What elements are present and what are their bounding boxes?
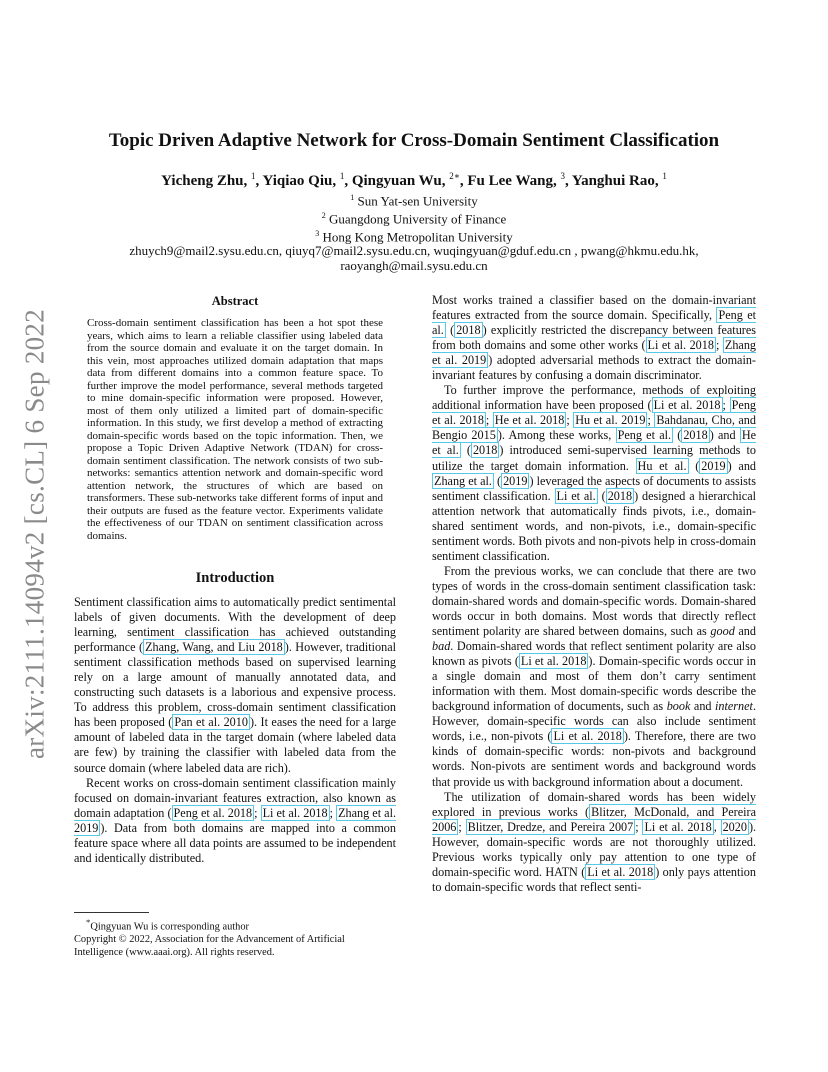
text-run: ). It eases the need for a large amount of labeled data in the target domain (where labeled data are few) by training the classifier with labeled data from the source domain (where labeled data are rich).	[74, 715, 396, 775]
text-run: (	[673, 428, 682, 443]
text-run: ). Therefore, there are two kinds of domain-specific words: non-pivots and background words. Non-pivots are sentiment words and background words that provide us with background information about a document.	[432, 729, 757, 789]
text-run: ) only pays attention to domain-specific words that reflect senti-	[432, 864, 756, 894]
citation-link[interactable]: Peng et al. 2018	[173, 805, 253, 820]
citation-link[interactable]: Li et al. 2018	[644, 819, 712, 834]
citation-link[interactable]: Zhang et al.	[434, 473, 492, 488]
author-mark: 1	[251, 171, 256, 181]
author-mark: 2∗	[449, 171, 460, 181]
citation-link[interactable]: 2018	[456, 323, 481, 338]
author-mark: 3	[560, 171, 565, 181]
citation-link[interactable]: He et al.	[432, 428, 757, 458]
intro-paragraph-2	[74, 776, 396, 866]
author-list	[80, 166, 748, 191]
citation-link[interactable]: Li et al. 2018	[520, 654, 587, 669]
text-run: ;	[715, 338, 723, 353]
text-run: and	[734, 624, 756, 639]
citation-link[interactable]: Blitzer, Dredze, and Pereira 2007	[467, 819, 634, 834]
author-name: , Fu Lee Wang,	[459, 173, 561, 189]
citation-link[interactable]: Hu et al.	[637, 458, 687, 473]
right-column	[432, 293, 756, 895]
abstract-heading: Abstract	[211, 294, 259, 308]
citation-link[interactable]: Peng et al. 2018	[432, 398, 756, 428]
text-run: ;	[329, 805, 337, 820]
affiliation-line	[80, 227, 748, 245]
copyright-text: Copyright © 2022, Association for the Advancement of Artificial Intelligence (www.aaai.org). All rights reserved.	[74, 934, 345, 959]
citation-link[interactable]: Li et al. 2018	[262, 805, 328, 820]
author-name: , Yiqiao Qiu,	[255, 173, 340, 189]
email-line: raoyangh@mail.sysu.edu.cn	[340, 257, 488, 273]
footnote-rule	[74, 912, 149, 913]
text-run: (	[688, 458, 700, 473]
text-run: Most works trained a classifier based on the domain-invariant features extracted from the source domain. Specifically,	[432, 293, 756, 323]
text-run: ;	[635, 819, 643, 834]
text-run: ) introduced semi-supervised learning methods to utilize the target domain information.	[432, 443, 757, 473]
author-mark: 1	[662, 171, 667, 181]
affiliation-name: Guangdong University of Finance	[328, 211, 507, 227]
text-run: ). However, traditional sentiment classification methods based on supervised learning rely on a large amount of manually annotated data, and constructing such datasets is a laborious and expensive process. To address this problem, cross-domain sentiment classification has been proposed (	[74, 640, 397, 730]
citation-link[interactable]: Li et al. 2018	[587, 864, 654, 879]
citation-link[interactable]: Zhang, Wang, and Liu 2018	[145, 640, 283, 655]
example-word: good	[710, 624, 735, 639]
affiliation-name: Sun Yat-sen University	[357, 193, 478, 209]
author-name: Yicheng Zhu,	[161, 173, 252, 189]
text-run: ) explicitly restricted the discrepancy between features from both domains and some other works (	[432, 323, 756, 353]
citation-link[interactable]: 2019	[503, 473, 528, 488]
affiliation-mark: 1	[350, 193, 355, 202]
text-run: . Domain-shared words that reflect sentiment polarity are also known as pivots (	[432, 639, 756, 669]
citation-link[interactable]: 2020	[722, 819, 747, 834]
intro-paragraph-1	[74, 595, 396, 776]
text-run: ). Among these works,	[497, 428, 616, 443]
affiliation-line	[80, 209, 748, 227]
affiliation-mark: 3	[315, 228, 320, 238]
text-run: ;	[254, 805, 261, 820]
footnote-mark: *	[86, 917, 91, 927]
text-run: The utilization of domain-shared words has been widely explored in previous works (	[432, 789, 756, 819]
affiliations	[80, 191, 748, 273]
affiliation-mark: 2	[321, 210, 326, 220]
citation-link[interactable]: Hu et al. 2019	[575, 413, 646, 428]
text-run: (	[597, 488, 606, 503]
text-run: ). Domain-specific words occur in a single domain and most of them don’t carry sentiment information with them. Most domain-specific words describe the background information of documents, such as	[432, 654, 756, 714]
example-word: book	[666, 699, 691, 714]
text-run: ,	[713, 819, 721, 834]
citation-link[interactable]: Zhang et al. 2019	[74, 805, 397, 835]
citation-link[interactable]: Li et al.	[556, 488, 596, 503]
text-run: ) adopted adversarial methods to extract the domain-invariant features by confusing a domain discriminator.	[432, 353, 756, 383]
citation-link[interactable]: Li et al. 2018	[647, 338, 714, 353]
right-paragraph-4	[432, 790, 756, 895]
text-run: ) leveraged the aspects of documents to assists sentiment classification.	[432, 473, 757, 503]
citation-link[interactable]: Peng et al.	[617, 428, 672, 443]
arxiv-identifier	[12, 294, 58, 774]
left-column	[74, 293, 396, 866]
text-run: From the previous works, we can conclude that there are two types of words in the cross-domain sentiment classification task: domain-shared words and domain-specific words. Domain-shared words occur in both domains. Most words that directly reflect sentiment polarity are shared between domains, such as	[432, 563, 756, 639]
text-run: . However, domain-specific words can also include sentiment words, i.e., non-pivots (	[432, 699, 756, 744]
text-run: ) designed a hierarchical attention network that automatically finds pivots, i.e., domain-shared sentiment words, and non-pivots, i.e., domain-specific sentiment words. Both pivots and non-pivots help in cross-domain sentiment classification.	[432, 488, 757, 563]
citation-link[interactable]: Blitzer, McDonald, and Pereira 2006	[432, 804, 756, 834]
introduction-heading: Introduction	[195, 570, 275, 586]
example-word: internet	[715, 699, 753, 714]
text-run: (	[445, 323, 455, 338]
author-name: , Qingyuan Wu,	[344, 173, 450, 189]
citation-link[interactable]: 2018	[472, 443, 498, 458]
abstract-text: Cross-domain sentiment classification has been a hot spot these years, which aims to learn a reliable classifier using labeled data from the source domain and evaluate it on the target domain. In this vein, most approaches utilized domain adaptation that maps data from different domains into a common feature space. To further improve the model performance, several methods targeted to mine domain-specific information were proposed. However, most of them only utilized a limited part of domain-specific information. In this study, we first develop a method of extracting domain-specific words based on the topic information. Then, we propose a Topic Driven Adaptive Network (TDAN) for cross-domain sentiment classification. The network consists of two sub-networks: semantics attention network and domain-specific word attention network, the structures of which are based on transformers. These sub-networks take different forms of input and their outputs are fused as the feature vector. Experiments validate the effectiveness of our TDAN on sentiment classification across domains.	[87, 317, 383, 542]
text-run: ;	[485, 413, 493, 428]
text-run: ). Data from both domains are mapped into a common feature space where all data points are assumed to be independent and identically distributed.	[74, 820, 396, 865]
text-run: Sentiment classification aims to automatically predict sentimental labels of given documents. With the development of deep learning, sentiment classification has achieved outstanding performance (	[74, 595, 396, 655]
citation-link[interactable]: Li et al. 2018	[653, 398, 721, 413]
affiliation-name: Hong Kong Metropolitan University	[322, 228, 513, 244]
citation-link[interactable]: Zhang et al. 2019	[432, 338, 757, 368]
text-run: To further improve the performance, methods of exploiting additional information have been proposed (	[432, 383, 756, 413]
right-paragraph-3	[432, 564, 756, 790]
affiliation-line	[80, 191, 748, 209]
text-run: ). However, domain-specific words are not thoroughly utilized. Previous works typically only pay attention to one type of domain-specific word. HATN (	[432, 819, 757, 879]
citation-link[interactable]: Peng et al.	[432, 308, 757, 338]
right-paragraph-1	[432, 293, 756, 383]
text-run: (	[460, 443, 471, 458]
citation-link[interactable]: Li et al. 2018	[553, 729, 622, 744]
right-paragraph-2	[432, 383, 756, 564]
text-run: Recent works on cross-domain sentiment classification mainly focused on domain-invariant features extraction, also known as domain adaptation (	[74, 775, 396, 820]
email-line: zhuych9@mail2.sysu.edu.cn, qiuyq7@mail2.sysu.edu.cn, wuqingyuan@gduf.edu.cn , pwang@hkmu.edu.hk,	[129, 243, 699, 259]
citation-link[interactable]: 2018	[607, 488, 633, 503]
text-run: and	[690, 699, 716, 714]
footnote-text	[74, 916, 396, 933]
text-run: ;	[722, 398, 730, 413]
paper-title: Topic Driven Adaptive Network for Cross-Domain Sentiment Classification	[108, 130, 720, 151]
text-run: ;	[566, 413, 574, 428]
citation-link[interactable]: Pan et al. 2010	[174, 715, 248, 730]
author-name: , Yanghui Rao,	[564, 173, 663, 189]
footnote-body: Qingyuan Wu is corresponding author	[90, 921, 250, 933]
arxiv-identifier-text: arXiv:2111.14094v2 [cs.CL] 6 Sep 2022	[19, 308, 50, 760]
text-run: (	[493, 473, 502, 488]
footnote	[74, 912, 396, 959]
text-run: ) and	[709, 428, 740, 443]
citation-link[interactable]: 2018	[683, 428, 708, 443]
author-mark: 1	[339, 171, 345, 181]
citation-link[interactable]: Bahdanau, Cho, and Bengio 2015	[432, 413, 756, 443]
text-run: ) and	[727, 458, 757, 473]
text-run: ;	[458, 819, 466, 834]
text-run: ;	[647, 413, 655, 428]
example-word: bad	[432, 639, 451, 654]
citation-link[interactable]: He et al. 2018	[494, 413, 565, 428]
citation-link[interactable]: 2019	[701, 458, 726, 473]
